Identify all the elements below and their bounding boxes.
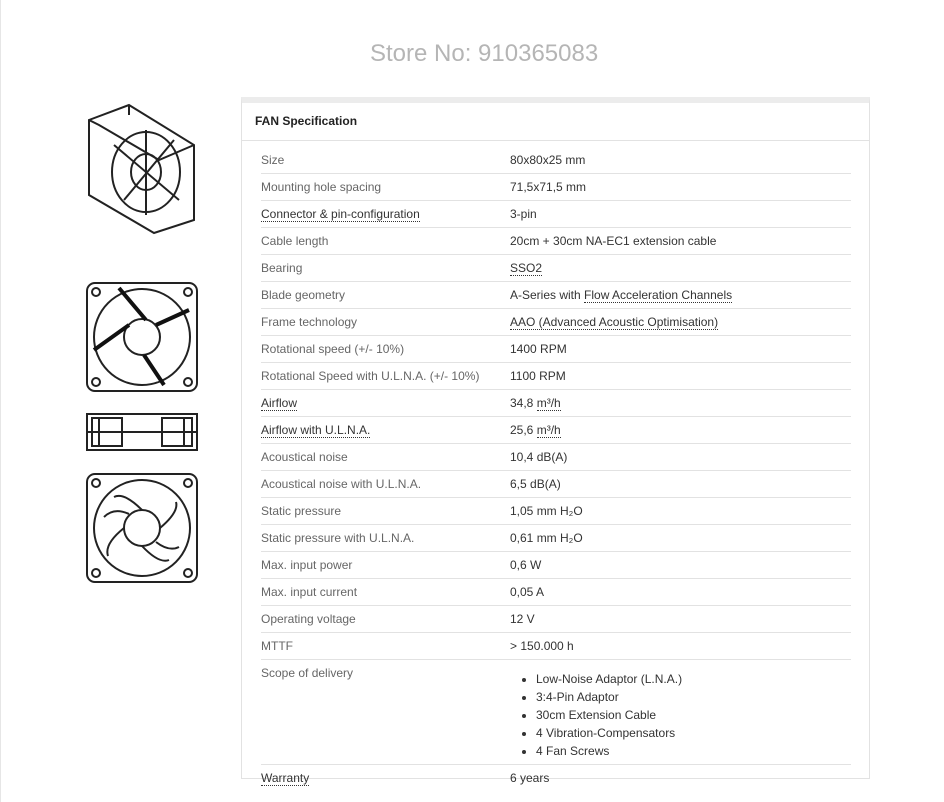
spec-label-cell — [261, 201, 510, 228]
spec-label-cell — [261, 417, 510, 444]
spec-row — [261, 390, 851, 417]
spec-value-cell — [510, 471, 851, 498]
spec-value-cell — [510, 525, 851, 552]
spec-value: 20cm + 30cm NA-EC1 extension cable — [510, 234, 717, 248]
spec-value: 0,6 W — [510, 558, 542, 572]
spec-label-cell — [261, 174, 510, 201]
delivery-list — [510, 670, 851, 760]
spec-value: 34,8 — [510, 396, 534, 410]
spec-value-cell — [510, 444, 851, 471]
spec-value: 10,4 dB(A) — [510, 450, 568, 464]
spec-value: 71,5x71,5 mm — [510, 180, 587, 194]
spec-label[interactable]: Airflow — [261, 396, 298, 410]
delivery-item: • Low-Noise Adaptor (L.N.A.) — [536, 670, 851, 688]
spec-label: Max. input current — [261, 585, 358, 599]
fan-front-image — [84, 280, 200, 395]
spec-label[interactable]: Warranty — [261, 771, 310, 785]
spec-row — [261, 363, 851, 390]
spec-value-cell — [510, 498, 851, 525]
spec-value-cell — [510, 660, 851, 765]
spec-value: 12 V — [510, 612, 535, 626]
spec-row — [261, 255, 851, 282]
spec-label-cell — [261, 444, 510, 471]
spec-row — [261, 282, 851, 309]
spec-value-cell — [510, 255, 851, 282]
spec-label: Rotational speed (+/- 10%) — [261, 342, 405, 356]
spec-value: 6 years — [510, 771, 550, 785]
delivery-item: • 30cm Extension Cable — [536, 706, 851, 724]
spec-row — [261, 228, 851, 255]
spec-value[interactable]: Flow Acceleration Channels — [584, 288, 733, 302]
spec-value-cell — [510, 552, 851, 579]
spec-row — [261, 309, 851, 336]
spec-value-cell — [510, 363, 851, 390]
spec-label-cell — [261, 498, 510, 525]
spec-label-cell — [261, 147, 510, 174]
spec-value-cell — [510, 174, 851, 201]
fan-specification-panel — [241, 97, 870, 785]
spec-label: Acoustical noise with U.L.N.A. — [261, 477, 422, 491]
spec-value-cell — [510, 336, 851, 363]
spec-label: Static pressure with U.L.N.A. — [261, 531, 415, 545]
spec-row — [261, 444, 851, 471]
spec-label: Scope of delivery — [261, 666, 354, 680]
page-edge — [0, 0, 1, 802]
spec-value-cell — [510, 282, 851, 309]
spec-row — [261, 606, 851, 633]
spec-row — [261, 525, 851, 552]
spec-row — [261, 336, 851, 363]
spec-label-cell — [261, 471, 510, 498]
spec-row — [261, 579, 851, 606]
spec-row — [261, 498, 851, 525]
spec-value: 3-pin — [510, 207, 537, 221]
fan-side-image — [84, 412, 200, 452]
spec-label-cell — [261, 633, 510, 660]
spec-label: Bearing — [261, 261, 303, 275]
spec-label: Operating voltage — [261, 612, 356, 626]
fan-back-image — [84, 472, 200, 584]
delivery-item: • 3:4-Pin Adaptor — [536, 688, 851, 706]
spec-value-cell — [510, 606, 851, 633]
spec-value-cell — [510, 633, 851, 660]
spec-value: 0,05 A — [510, 585, 545, 599]
spec-value-cell — [510, 579, 851, 606]
spec-value-cell — [510, 201, 851, 228]
spec-label-cell — [261, 552, 510, 579]
spec-value: 1400 RPM — [510, 342, 567, 356]
spec-value[interactable]: SSO2 — [510, 261, 543, 275]
spec-label-cell — [261, 606, 510, 633]
spec-label: Size — [261, 153, 285, 167]
spec-value-prefix: A-Series with — [510, 288, 585, 302]
fan-isometric-image — [84, 100, 202, 235]
spec-label: Max. input power — [261, 558, 353, 572]
spec-value: 25,6 — [510, 423, 534, 437]
spec-value-cell — [510, 309, 851, 336]
unit-link[interactable]: m³/h — [536, 396, 561, 410]
spec-value: 1100 RPM — [510, 369, 566, 383]
spec-label-cell — [261, 390, 510, 417]
spec-label: Static pressure — [261, 504, 342, 518]
spec-label: Frame technology — [261, 315, 358, 329]
spec-value: > 150.000 h — [510, 639, 574, 653]
spec-label-cell — [261, 660, 510, 765]
spec-row — [261, 471, 851, 498]
spec-label: Acoustical noise — [261, 450, 348, 464]
spec-label-cell — [261, 309, 510, 336]
spec-label-cell — [261, 336, 510, 363]
spec-row — [261, 552, 851, 579]
spec-label-cell — [261, 525, 510, 552]
delivery-item: • 4 Vibration-Compensators — [536, 724, 851, 742]
spec-label-cell — [261, 228, 510, 255]
spec-value-cell — [510, 147, 851, 174]
unit-link[interactable]: m³/h — [536, 423, 561, 437]
spec-row — [261, 147, 851, 174]
delivery-item: • 4 Fan Screws — [536, 742, 851, 760]
spec-row — [261, 201, 851, 228]
store-watermark: Store No: 910365083 — [370, 40, 599, 67]
spec-value-cell — [510, 390, 851, 417]
spec-row — [261, 417, 851, 444]
spec-label-cell — [261, 765, 510, 792]
spec-row — [261, 660, 851, 765]
spec-value: 80x80x25 mm — [510, 153, 586, 167]
spec-row — [261, 633, 851, 660]
spec-label[interactable]: Airflow with U.L.N.A. — [261, 423, 371, 437]
spec-value[interactable]: AAO (Advanced Acoustic Optimisation) — [510, 315, 719, 329]
spec-value: 0,61 mm H₂O — [510, 531, 583, 545]
spec-row — [261, 174, 851, 201]
spec-label: Rotational Speed with U.L.N.A. (+/- 10%) — [261, 369, 480, 383]
spec-table — [261, 147, 851, 791]
spec-label-cell — [261, 282, 510, 309]
spec-value: 6,5 dB(A) — [510, 477, 561, 491]
spec-value-cell — [510, 228, 851, 255]
spec-title: FAN Specification — [242, 103, 869, 141]
spec-label: Mounting hole spacing — [261, 180, 382, 194]
spec-value: 1,05 mm H₂O — [510, 504, 583, 518]
spec-value-cell — [510, 765, 851, 792]
spec-label: Blade geometry — [261, 288, 346, 302]
spec-value-cell — [510, 417, 851, 444]
spec-label[interactable]: Connector & pin-configuration — [261, 207, 420, 221]
spec-label-cell — [261, 579, 510, 606]
spec-row — [261, 765, 851, 792]
spec-label: Cable length — [261, 234, 329, 248]
spec-label-cell — [261, 255, 510, 282]
spec-label: MTTF — [261, 639, 293, 653]
spec-label-cell — [261, 363, 510, 390]
